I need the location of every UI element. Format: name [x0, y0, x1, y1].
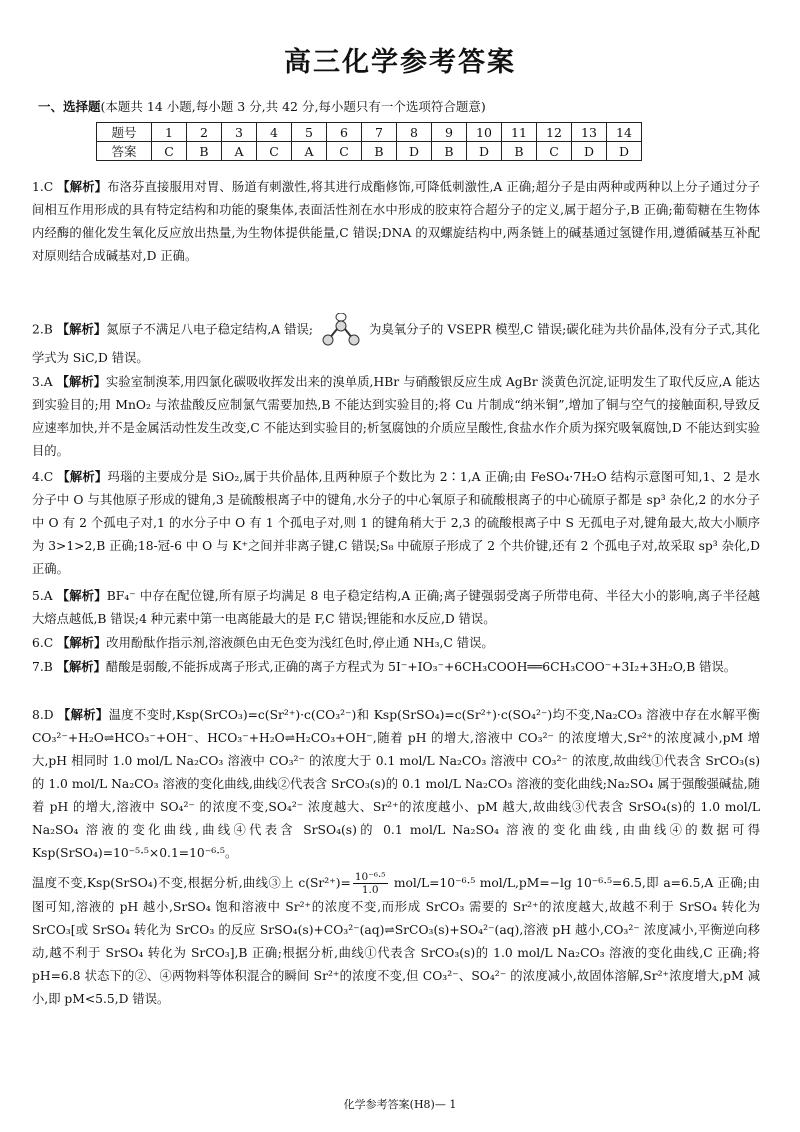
question-number: 4.C [32, 470, 54, 484]
analysis-tag: 【解析】 [56, 322, 107, 337]
table-cell: B [362, 142, 397, 161]
table-cell: 1 [152, 123, 187, 142]
row-label-answer: 答案 [97, 142, 152, 161]
table-cell: B [432, 142, 467, 161]
analysis-text: 为臭氧分子的 VSEPR 模型,C 错误;碳化硅为共价晶体,没有分子式,其化学式为 SiC,D 错误。 [32, 322, 760, 365]
table-cell: D [397, 142, 432, 161]
table-cell: 11 [502, 123, 537, 142]
question-5-analysis [32, 585, 760, 631]
analysis-tag: 【解析】 [56, 589, 107, 603]
section-header: 一、选择题 [38, 99, 101, 114]
question-number: 5.A [32, 589, 53, 603]
question-1-analysis [32, 176, 760, 268]
row-label-number: 题号 [97, 123, 152, 142]
question-3-analysis [32, 371, 760, 463]
analysis-text: 氮原子不满足八电子稳定结构,A 错误; [106, 322, 314, 337]
analysis-tag: 【解析】 [56, 660, 106, 674]
answer-table [96, 122, 642, 161]
question-number: 8.D [32, 708, 54, 722]
page-footer: 化学参考答案(H8)— 1 [343, 1098, 457, 1111]
page-title: 高三化学参考答案 [284, 47, 516, 78]
question-number: 7.B [32, 660, 53, 674]
table-cell: 9 [432, 123, 467, 142]
table-cell: 3 [222, 123, 257, 142]
question-8-analysis [32, 704, 760, 1011]
fraction-numerator: 10⁻⁶·⁵ [354, 871, 386, 883]
table-cell: 14 [607, 123, 642, 142]
analysis-tag: 【解析】 [57, 708, 109, 722]
section-note: (本题共 14 小题,每小题 3 分,共 42 分,每小题只有一个选项符合题意) [100, 99, 486, 114]
table-cell: C [327, 142, 362, 161]
analysis-tag: 【解析】 [56, 375, 107, 389]
analysis-tag: 【解析】 [57, 636, 107, 650]
table-cell: 4 [257, 123, 292, 142]
table-cell: 13 [572, 123, 607, 142]
table-cell: D [607, 142, 642, 161]
analysis-text: 温度不变,Ksp(SrSO₄)不变,根据分析,曲线③上 c(Sr²⁺)= [32, 876, 351, 890]
analysis-text: 温度不变时,Ksp(SrCO₃)=c(Sr²⁺)·c(CO₃²⁻)和 Ksp(SrSO₄)=c(Sr²⁺)·c(SO₄²⁻)均不变,Na₂CO₃ 溶液中存在水解平衡 CO₃²⁻+H₂O⇌HCO₃⁻+OH⁻、HCO₃⁻+H₂O⇌H₂CO₃+OH⁻,随着 pH 的增大,溶液中 CO₃²⁻ 的浓度增大,Sr²⁺的浓度减小,pM 增大,pH 相同时 1.0 mol/L Na₂CO₃ 溶液中 CO₃²⁻ 的浓度大于 0.1 mol/L Na₂CO₃ 溶液中 CO₃²⁻ 的浓度,故曲线①代表含 SrCO₃(s)的 1.0 mol/L Na₂CO₃ 溶液的变化曲线,曲线②代表含 SrCO₃(s)的 0.1 mol/L Na₂CO₃ 溶液的变化曲线;Na₂SO₄ 属于强酸强碱盐,随着 pH 的增大,溶液中 SO₄²⁻ 的浓度不变,SO₄²⁻ 浓度越大、Sr²⁺的浓度越小、pM 越大,故曲线③代表含 SrSO₄(s)的 1.0 mol/L Na₂SO₄ 溶液的变化曲线,曲线④代表含 SrSO₄(s)的 0.1 mol/L Na₂SO₄ 溶液的变化曲线,由曲线④的数据可得 Ksp(SrSO₄)=10⁻⁵·⁵×0.1=10⁻⁶·⁵。 [32, 708, 760, 860]
question-number: 1.C [32, 180, 54, 194]
table-cell: C [257, 142, 292, 161]
analysis-text: 布洛芬直接服用对胃、肠道有刺激性,将其进行成酯修饰,可降低刺激性,A 正确;超分子是由两种或两种以上分子通过分子间相互作用形成的具有特定结构和功能的聚集体,表面活性剂在水中形成的胶束符合超分子的定义,属于超分子,B 正确;葡萄糖在生物体内经酶的催化发生氧化反应放出热量,为生物体提供能量,C 错误;DNA 的双螺旋结构中,两条链上的碱基通过氢键作用,遵循碱基互补配对原则结合成碱基对,D 正确。 [32, 180, 760, 263]
table-row-numbers [97, 123, 642, 142]
analysis-text: 改用酚酞作指示剂,溶液颜色由无色变为浅红色时,停止通 NH₃,C 错误。 [106, 636, 494, 650]
table-cell: 2 [187, 123, 222, 142]
analysis-tag: 【解析】 [57, 180, 108, 194]
analysis-text: 实验室制溴苯,用四氯化碳吸收挥发出来的溴单质,HBr 与硝酸银反应生成 AgBr 淡黄色沉淀,证明发生了取代反应,A 能达到实验目的;用 MnO₂ 与浓盐酸反应制氯气需要加热,B 不能达到实验目的;将 Cu 片制成“纳米铜”,增加了铜与空气的接触面积,导致反应速率加快,并不是金属活动性发生改变,C 不能达到实验目的;析氢腐蚀的介质应呈酸性,食盐水作介质为探究吸氧腐蚀,D 不能达到实验目的。 [32, 375, 760, 458]
analysis-paragraph [32, 871, 760, 1011]
table-cell: B [187, 142, 222, 161]
table-cell: 5 [292, 123, 327, 142]
section-heading [38, 97, 486, 115]
analysis-text: 玛瑙的主要成分是 SiO₂,属于共价晶体,且两种原子个数比为 2∶1,A 正确;由 FeSO₄·7H₂O 结构示意图可知,1、2 是水分子中 O 与其他原子形成的键角,3 是硫酸根离子中的键角,水分子的中心氧原子和硫酸根离子的中心硫原子都是 sp³ 杂化,2 的水分子中 O 有 2 个孤电子对,1 的水分子中 O 有 1 个孤电子对,则 1 的键角稍大于 2,3 的硫酸根离子中 S 无孤电子对,键角最大,故大小顺序为 3>1>2,B 正确;18-冠-6 中 O 与 K⁺之间并非离子键,C 错误;S₈ 中硫原子形成了 2 个共价键,还有 2 个孤电子对,故采取 sp³ 杂化,D 正确。 [32, 470, 760, 576]
table-cell: 12 [537, 123, 572, 142]
table-cell: C [152, 142, 187, 161]
analysis-text: 醋酸是弱酸,不能拆成离子形式,正确的离子方程式为 5I⁻+IO₃⁻+6CH₃COOH══6CH₃COO⁻+3I₂+3H₂O,B 错误。 [105, 660, 737, 674]
table-cell: A [222, 142, 257, 161]
question-number: 3.A [32, 375, 53, 389]
table-cell: 8 [397, 123, 432, 142]
table-cell: D [572, 142, 607, 161]
analysis-text: mol/L=10⁻⁶·⁵ mol/L,pM=−lg 10⁻⁶·⁵=6.5,即 a=6.5,A 正确;由图可知,溶液的 pH 越小,SrSO₄ 饱和溶液中 Sr²⁺的浓度不变,而形成 SrCO₃ 需要的 Sr²⁺的浓度越大,故越不利于 SrSO₄ 转化为 SrCO₃[或 SrSO₄ 转化为 SrCO₃ 的反应 SrSO₄(s)+CO₃²⁻(aq)⇌SrCO₃(s)+SO₄²⁻(aq),溶液 pH 越小,CO₃²⁻ 浓度减小,平衡逆向移动,越不利于 SrSO₄ 转化为 SrCO₃],B 正确;根据分析,曲线①代表含 SrCO₃(s)的 1.0 mol/L Na₂CO₃ 溶液的变化曲线,C 正确;将 pH=6.8 状态下的②、④两物料等体积混合的瞬间 Sr²⁺的浓度不变,但 CO₃²⁻、SO₄²⁻ 的浓度减小,故固体溶解,Sr²⁺浓度增大,pM 减小,即 pM<5.5,D 错误。 [32, 876, 760, 1006]
table-cell: A [292, 142, 327, 161]
ozone-vsepr-model-icon [319, 313, 363, 347]
table-row-answers [97, 142, 642, 161]
analysis-text: BF₄⁻ 中存在配位键,所有原子均满足 8 电子稳定结构,A 正确;离子键强弱受离子所带电荷、半径大小的影响,离子半径越大熔点越低,B 错误;4 种元素中第一电离能最大的是 F,C 错误;锂能和水反应,D 错误。 [32, 589, 760, 626]
fraction [353, 871, 388, 896]
question-6-analysis [32, 632, 760, 655]
table-cell: 6 [327, 123, 362, 142]
table-cell: 10 [467, 123, 502, 142]
fraction-denominator: 1.0 [361, 884, 379, 896]
table-cell: 7 [362, 123, 397, 142]
question-number: 2.B [32, 322, 53, 337]
question-7-analysis [32, 656, 760, 679]
question-4-analysis [32, 466, 760, 581]
question-number: 6.C [32, 636, 54, 650]
table-cell: D [467, 142, 502, 161]
table-cell: C [537, 142, 572, 161]
question-2-analysis [32, 313, 760, 370]
table-cell: B [502, 142, 537, 161]
analysis-tag: 【解析】 [57, 470, 108, 484]
